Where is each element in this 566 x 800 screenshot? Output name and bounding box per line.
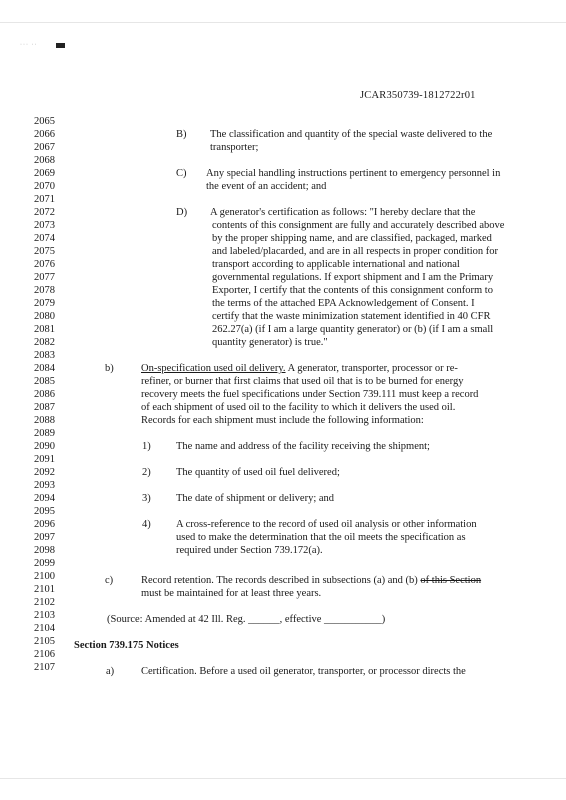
line-number: 2076 xyxy=(34,259,55,270)
line-number: 2073 xyxy=(34,220,55,231)
line-number: 2100 xyxy=(34,571,55,582)
item-C-label: C) xyxy=(176,168,187,179)
scan-edge-bottom xyxy=(0,778,566,779)
item-D-line: and labeled/placarded, and are in all respects in proper condition for xyxy=(212,246,499,257)
item-C-line-2: the event of an accident; and xyxy=(206,181,327,192)
line-number: 2097 xyxy=(34,532,55,543)
line-number: 2075 xyxy=(34,246,55,257)
line-number: 2106 xyxy=(34,649,55,660)
item-b-heading: On-specification used oil delivery. xyxy=(141,363,286,374)
scan-edge-top xyxy=(0,22,566,23)
line-number: 2103 xyxy=(34,610,55,621)
item-b-line-1 xyxy=(141,362,458,375)
item-D-line: the terms of the attached EPA Acknowledgement of Consent. I xyxy=(212,298,475,309)
line-number: 2067 xyxy=(34,142,55,153)
line-number: 2105 xyxy=(34,636,55,647)
item-b4-line-2: used to make the determination that the oil meets the specification as xyxy=(176,532,466,543)
item-b3-label: 3) xyxy=(142,493,151,504)
line-number: 2074 xyxy=(34,233,55,244)
line-number: 2071 xyxy=(34,194,55,205)
line-number: 2085 xyxy=(34,376,55,387)
line-number: 2077 xyxy=(34,272,55,283)
item-D-line: by the proper shipping name, and are classified, packaged, marked xyxy=(212,233,492,244)
item-D-line: contents of this consignment are fully and accurately described above xyxy=(212,220,505,231)
line-number: 2107 xyxy=(34,662,55,673)
line-number: 2086 xyxy=(34,389,55,400)
line-number: 2098 xyxy=(34,545,55,556)
item-c-struck-text: of this Section xyxy=(420,575,482,586)
item-D-line: certify that the waste minimization statement identified in 40 CFR xyxy=(212,311,491,322)
item-c-label: c) xyxy=(105,575,114,586)
item-D-line: A generator's certification as follows: "I hereby declare that the xyxy=(210,207,476,218)
line-number: 2078 xyxy=(34,285,55,296)
item-a-label: a) xyxy=(106,666,115,677)
item-b4-line-1: A cross-reference to the record of used oil analysis or other information xyxy=(176,519,477,530)
item-D-line: transport according to applicable international and national xyxy=(212,259,460,270)
section-heading: Section 739.175 Notices xyxy=(74,640,179,651)
item-D-line: quantity generator) is true." xyxy=(212,337,328,348)
line-number: 2083 xyxy=(34,350,55,361)
item-b-line-3: recovery meets the fuel specifications under Section 739.111 must keep a record xyxy=(141,389,479,400)
item-b1-label: 1) xyxy=(142,441,151,452)
item-D-label: D) xyxy=(176,207,188,218)
item-b-label: b) xyxy=(105,363,114,374)
line-number: 2102 xyxy=(34,597,55,608)
line-number: 2087 xyxy=(34,402,55,413)
line-number: 2066 xyxy=(34,129,55,140)
line-number: 2089 xyxy=(34,428,55,439)
item-b-line-1-rest: A generator, transporter, processor or re- xyxy=(285,363,458,374)
corner-scan-mark: ··· ·· xyxy=(20,42,38,48)
line-number: 2095 xyxy=(34,506,55,517)
line-number: 2104 xyxy=(34,623,55,634)
line-number: 2090 xyxy=(34,441,55,452)
source-note: (Source: Amended at 42 Ill. Reg. ______, effective ___________) xyxy=(107,614,386,625)
item-D-line: 262.27(a) (if I am a large quantity generator) or (b) (if I am a small xyxy=(212,324,494,335)
item-b-line-4: of each shipment of used oil to the facility to which it delivers the used oil. xyxy=(141,402,456,413)
item-b4-line-3: required under Section 739.172(a). xyxy=(176,545,323,556)
corner-black-mark xyxy=(56,43,65,48)
item-D-line: governmental regulations. If export shipment and I am the Primary xyxy=(212,272,494,283)
line-number: 2072 xyxy=(34,207,55,218)
item-b-line-5: Records for each shipment must include the following information: xyxy=(141,415,424,426)
line-number: 2082 xyxy=(34,337,55,348)
item-B-label: B) xyxy=(176,129,187,140)
line-number: 2068 xyxy=(34,155,55,166)
line-number: 2099 xyxy=(34,558,55,569)
item-b-line-2: refiner, or burner that first claims that used oil that is to be burned for energy xyxy=(141,376,464,387)
item-D-line: Exporter, I certify that the contents of this consignment conform to xyxy=(212,285,493,296)
item-b1-text: The name and address of the facility receiving the shipment; xyxy=(176,441,430,452)
item-c-line-2: must be maintained for at least three years. xyxy=(141,588,322,599)
line-number: 2069 xyxy=(34,168,55,179)
item-a-text: Certification. Before a used oil generator, transporter, or processor directs the xyxy=(141,666,466,677)
line-number: 2091 xyxy=(34,454,55,465)
line-number: 2065 xyxy=(34,116,55,127)
line-number: 2081 xyxy=(34,324,55,335)
item-C-line-1: Any special handling instructions pertinent to emergency personnel in xyxy=(206,168,501,179)
line-number: 2093 xyxy=(34,480,55,491)
line-number: 2101 xyxy=(34,584,55,595)
line-number: 2084 xyxy=(34,363,55,374)
item-b2-label: 2) xyxy=(142,467,151,478)
line-number: 2080 xyxy=(34,311,55,322)
line-number: 2070 xyxy=(34,181,55,192)
document-code: JCAR350739-1812722r01 xyxy=(360,90,476,101)
line-number: 2096 xyxy=(34,519,55,530)
line-number: 2092 xyxy=(34,467,55,478)
line-number: 2079 xyxy=(34,298,55,309)
item-B-line-1: The classification and quantity of the special waste delivered to the xyxy=(210,129,493,140)
item-B-line-2: transporter; xyxy=(210,142,259,153)
item-c-line-1-text: Record retention. The records described in subsections (a) and (b) xyxy=(141,575,421,586)
item-b4-label: 4) xyxy=(142,519,151,530)
line-number: 2088 xyxy=(34,415,55,426)
item-b3-text: The date of shipment or delivery; and xyxy=(176,493,335,504)
item-b2-text: The quantity of used oil fuel delivered; xyxy=(176,467,340,478)
item-c-line-1 xyxy=(141,574,481,587)
line-number: 2094 xyxy=(34,493,55,504)
